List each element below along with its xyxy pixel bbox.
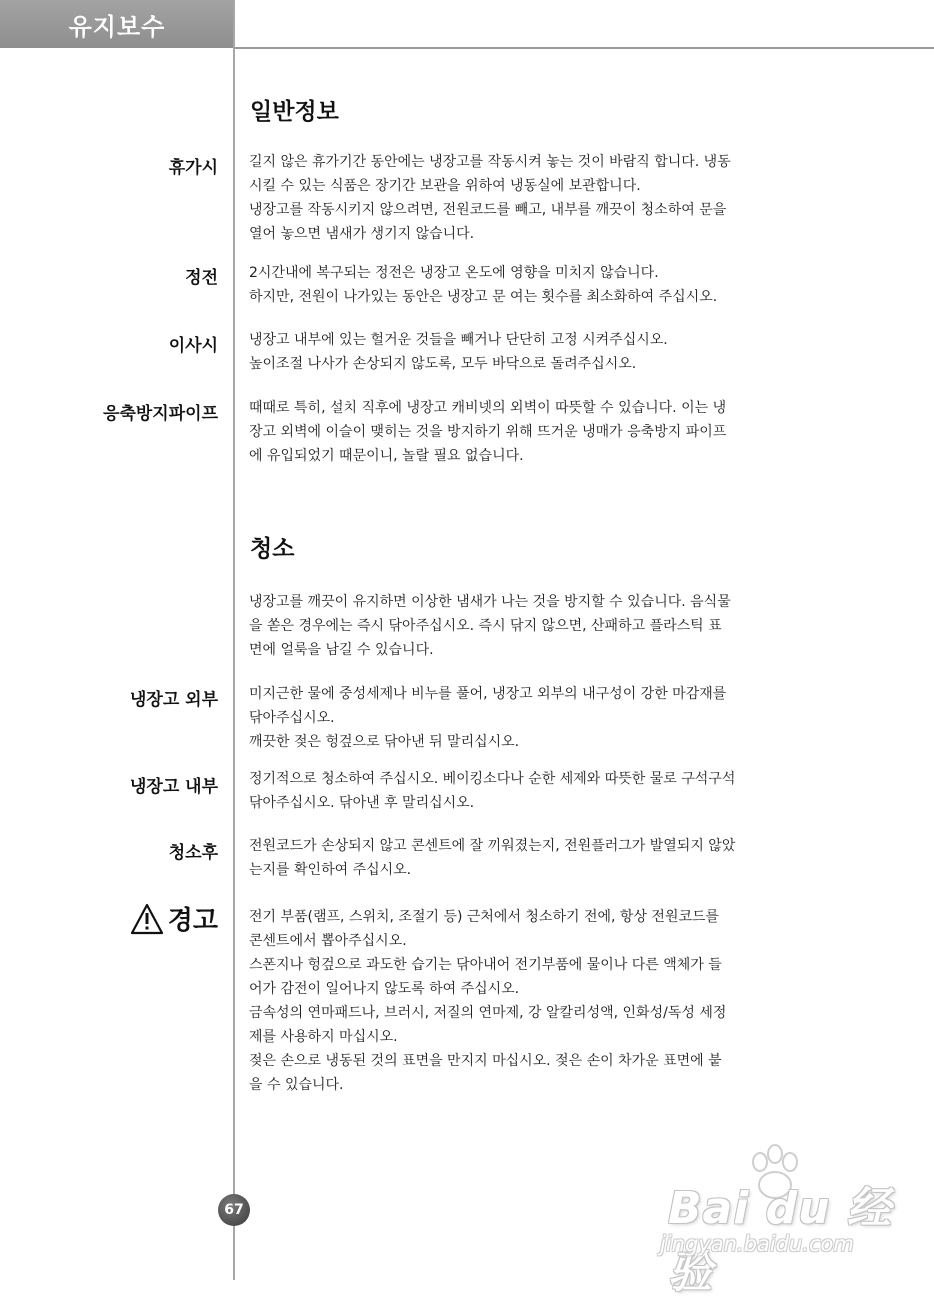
section-header-title: 유지보수 [68,12,166,41]
page-number [218,1194,250,1226]
label-interior: 냉장고 내부 [129,777,218,797]
paragraph-vacation: 길지 않은 휴가기간 동안에는 냉장고를 작동시켜 놓는 것이 바람직 합니다. 냉동 시킬 수 있는 식품은 장기간 보관을 위하여 냉동실에 보관합니다. 냉장고를 작동시키지 않으려면, 전원코드를 빼고, 내부를 깨끗이 청소하여 문을 열어 놓으면 냄새가 생기지 않습니다. [249,154,731,242]
paragraph-after-cleaning: 전원코드가 손상되지 않고 콘센트에 잘 끼워졌는지, 전원플러그가 발열되지 않았 는지를 확인하여 주십시오. [249,838,736,878]
paragraph-warning: 전기 부품(램프, 스위치, 조절기 등) 근처에서 청소하기 전에, 항상 전원코드를 콘센트에서 뽑아주십시오. 스폰지나 헝겊으로 과도한 습기는 닦아내어 전기부품에 물이나 다른 액체가 들 어가 감전이 일어나지 않도록 하여 주십시오. 금속성의 연마패드나, 브러시, 저질의 연마제, 강 알칼리성액, 인화성/독성 세정 제를 사용하지 마십시오. 젖은 손으로 냉동된 것의 표면을 만지지 마십시오. 젖은 손이 차가운 표면에 붙 을 수 있습니다. [249,909,727,1093]
general-info-title: 일반정보 [250,99,339,125]
paragraph-exterior: 미지근한 물에 중성세제나 비누를 풀어, 냉장고 외부의 내구성이 강한 마감재를 닦아주십시오. 깨끗한 젖은 헝겊으로 닦아낸 뒤 말리십시오. [249,686,727,750]
label-after-cleaning: 청소후 [168,843,218,863]
label-anti-condensation-pipe: 응축방지파이프 [103,404,218,424]
label-vacation: 휴가시 [168,158,218,178]
header-divider [234,47,934,49]
warning-label [130,900,218,937]
label-exterior: 냉장고 외부 [129,690,218,710]
watermark-brand: Bai du 经验 [668,1183,892,1298]
paragraph-cleaning-intro: 냉장고를 깨끗이 유지하면 이상한 냄새가 나는 것을 방지할 수 있습니다. 음식물 을 쏟은 경우에는 즉시 닦아주십시오. 즉시 닦지 않으면, 산패하고 플라스틱 표 면에 얼룩을 남길 수 있습니다. [249,594,731,658]
page-number-text: 67 [224,1202,244,1218]
label-moving: 이사시 [168,336,218,356]
paragraph-anti-condensation-pipe: 때때로 특히, 설치 직후에 냉장고 캐비넷의 외벽이 따뜻할 수 있습니다. 이는 냉 장고 외벽에 이슬이 맺히는 것을 방지하기 위해 뜨거운 냉매가 응축방지 파이프 에 유입되었기 때문이니, 놀랄 필요 없습니다. [249,400,727,464]
cleaning-title: 청소 [250,536,295,562]
paragraph-interior: 정기적으로 청소하여 주십시오. 베이킹소다나 순한 세제와 따뜻한 물로 구석구석 닦아주십시오. 닦아낸 후 말리십시오. [249,771,736,811]
label-power-outage: 정전 [185,268,218,288]
warning-text: 경고 [167,906,218,936]
paragraph-power-outage: 2시간내에 복구되는 정전은 냉장고 온도에 영향을 미치지 않습니다. 하지만, 전원이 나가있는 동안은 냉장고 문 여는 횟수를 최소화하여 주십시오. [249,265,718,305]
watermark-url: jingyan.baidu.com [660,1232,854,1256]
section-header-tab [0,0,234,48]
baidu-watermark [660,1140,920,1298]
vertical-divider [233,0,235,1280]
paragraph-moving: 냉장고 내부에 있는 헐거운 것들을 빼거나 단단히 고정 시켜주십시오. 높이조절 나사가 손상되지 않도록, 모두 바닥으로 돌려주십시오. [249,332,668,372]
warning-triangle-icon [130,903,164,935]
